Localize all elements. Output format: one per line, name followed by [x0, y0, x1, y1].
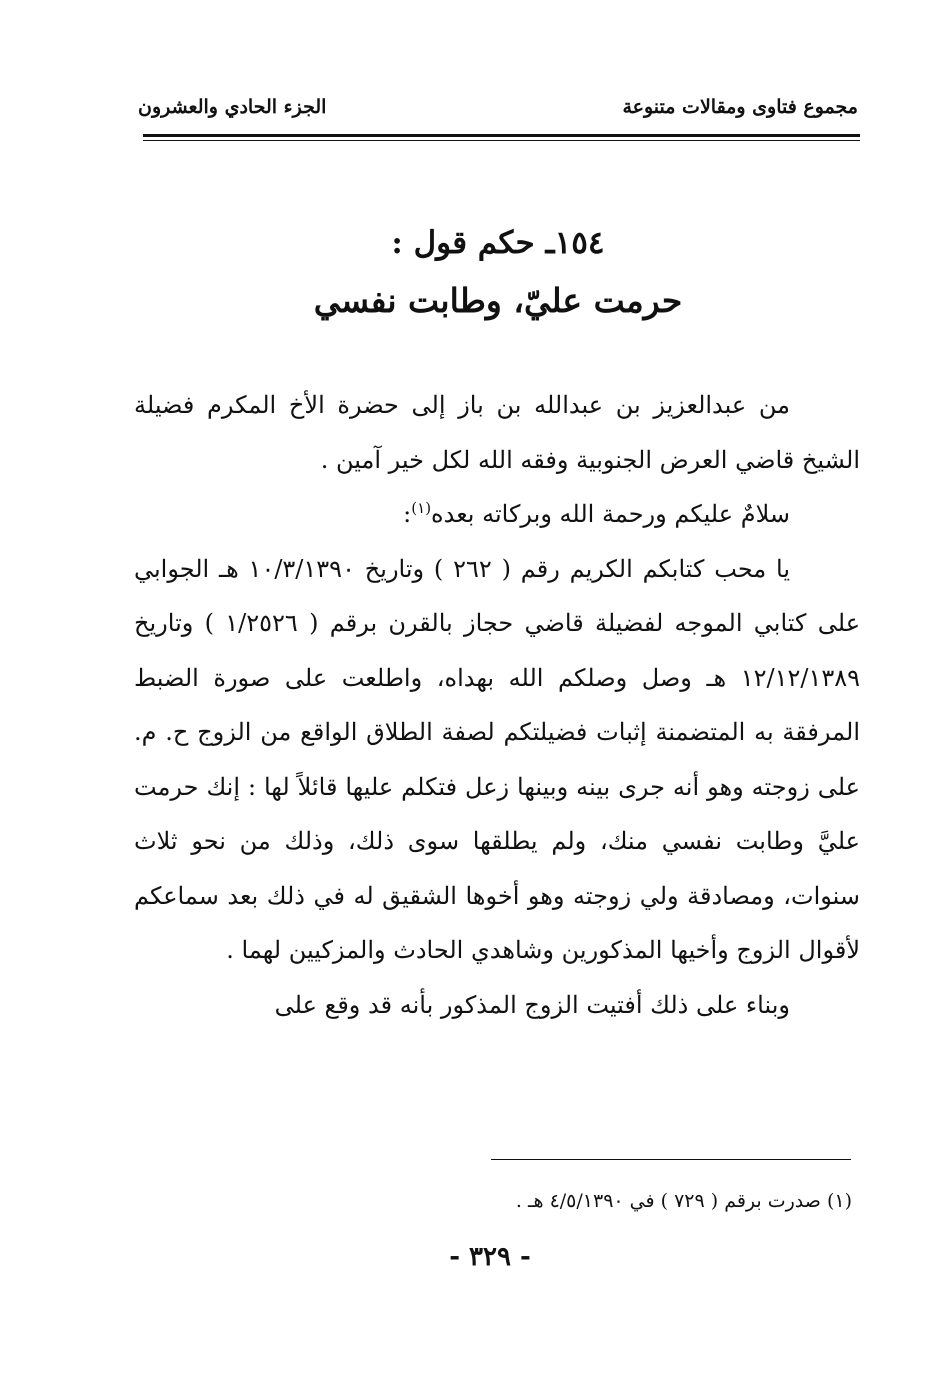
running-header: [138, 96, 858, 128]
salutation-colon: :: [403, 500, 412, 528]
book-title: مجموع فتاوى ومقالات متنوعة: [622, 96, 858, 118]
paragraph-salutation: [134, 487, 860, 542]
paragraph-greeting: من عبدالعزيز بن عبدالله بن باز إلى حضرة الأخ المكرم فضيلة الشيخ قاضي العرض الجنوبية وفقه الله لكل خير آمين .: [134, 391, 860, 474]
paragraph-ruling: وبناء على ذلك أفتيت الزوج المذكور بأنه قد وقع على: [274, 990, 790, 1019]
title-line-2: حرمت عليّ، وطابت نفسي: [313, 281, 683, 320]
header-rule: [143, 134, 860, 141]
volume-label: الجزء الحادي والعشرون: [138, 96, 327, 118]
page-number: - ٣٢٩ -: [449, 1242, 531, 1272]
footnote-rule: [491, 1159, 851, 1160]
body-text: [134, 378, 860, 1032]
footnote-marker: (١): [411, 499, 432, 517]
salutation-text: سلامٌ عليكم ورحمة الله وبركاته بعده: [431, 500, 790, 528]
paragraph-main: يا محب كتابكم الكريم رقم ( ٢٦٢ ) وتاريخ ١٠/٣/١٣٩٠ هـ الجوابي على كتابي الموجه لفضيلة قاضي حجاز بالقرن برقم ( ١/٢٥٢٦ ) وتاريخ ١٢/١٢/١٣٨٩ هـ وصل وصلكم الله بهداه، واطلعت على صورة الضبط المرفقة به المتضمنة إثبات فضيلتكم لصفة الطلاق الواقع من الزوج ح. م. على زوجته وهو أنه جرى بينه وبينها زعل فتكلم عليها قائلاً لها : إنك حرمت عليَّ وطابت نفسي منك، ولم يطلقها سوى ذلك، وذلك من نحو ثلاث سنوات، ومصادقة ولي زوجته وهو أخوها الشقيق له في ذلك بعد سماعكم لأقوال الزوج وأخيها المذكورين وشاهدي الحادث والمزكيين لهما .: [134, 554, 861, 964]
fatwa-title: [138, 215, 858, 331]
title-line-1: ١٥٤ـ حكم قول :: [391, 225, 605, 261]
footnote: (١) صدرت برقم ( ٧٢٩ ) في ٤/٥/١٣٩٠ هـ .: [515, 1190, 852, 1212]
